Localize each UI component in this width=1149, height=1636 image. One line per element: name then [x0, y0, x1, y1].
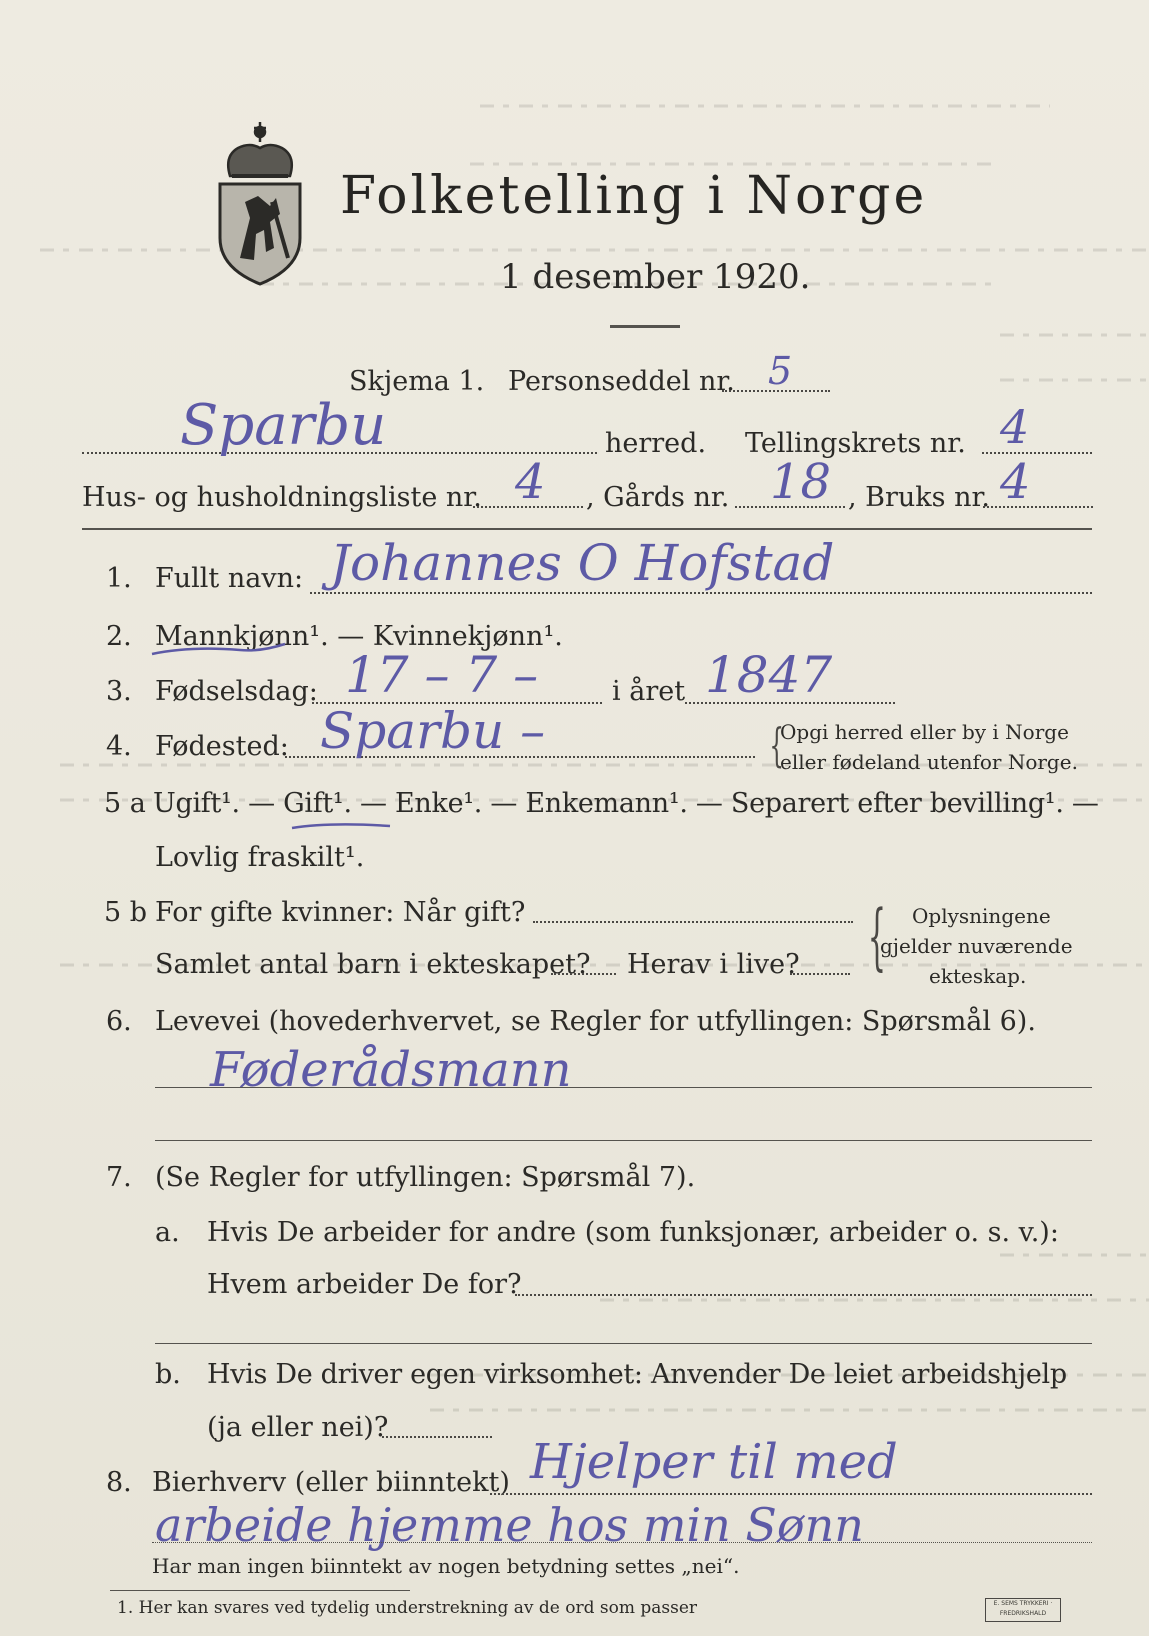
printer-stamp-text: E. SEMS TRYKKERI · FREDRIKSHALD — [993, 1600, 1053, 1617]
header-divider — [610, 325, 680, 328]
q8-line — [490, 1493, 1092, 1495]
form-title: Folketelling i Norge — [340, 166, 928, 226]
norwegian-coat-of-arms-icon — [210, 118, 310, 288]
schema-label: Skjema 1. — [349, 366, 485, 397]
q7a-number: a. — [155, 1217, 180, 1248]
bruks-value: 4 — [1000, 454, 1031, 510]
q5b-note-2: gjelder nuværende — [880, 934, 1073, 958]
q6-number: 6. — [106, 1006, 132, 1037]
q7-text: (Se Regler for utfyllingen: Spørsmål 7). — [155, 1162, 696, 1193]
q6-line-2 — [155, 1140, 1092, 1141]
footnote-divider — [110, 1590, 410, 1591]
q2-label: Mannkjønn¹. — Kvinnekjønn¹. — [155, 621, 563, 652]
q4-label: Fødested: — [155, 731, 289, 762]
personseddel-value: 5 — [768, 349, 793, 393]
q5a-text: Ugift¹. — Gift¹. — Enke¹. — Enkemann¹. — Separert efter bevilling¹. — — [153, 788, 1099, 819]
birthplace-brace: { — [769, 718, 784, 772]
herred-label: herred. — [605, 428, 707, 459]
full-name-value: Johannes O Hofstad — [330, 534, 835, 592]
q5a-text-2: Lovlig fraskilt¹. — [155, 842, 365, 873]
birth-year-value: 1847 — [705, 646, 833, 704]
q3-year-label: i året — [612, 676, 686, 707]
tellingskrets-label: Tellingskrets nr. — [745, 428, 966, 459]
q5b-note-1: Oplysningene — [912, 904, 1051, 928]
q7b-line — [382, 1436, 492, 1438]
printer-stamp — [985, 1598, 1061, 1622]
q5b-number: 5 b — [104, 897, 148, 928]
tellingskrets-value: 4 — [1000, 400, 1030, 454]
bruks-label: , Bruks nr. — [848, 482, 991, 513]
q6-text: Levevei (hovederhvervet, se Regler for utfyllingen: Spørsmål 6). — [155, 1006, 1036, 1037]
q4-note-1: Opgi herred eller by i Norge — [780, 720, 1069, 744]
q7a-text: Hvis De arbeider for andre (som funksjonær, arbeider o. s. v.): — [207, 1217, 1059, 1248]
q5b-text-3: Herav i live? — [627, 949, 800, 980]
q6-line-1 — [155, 1087, 1092, 1088]
marital-underline-mark — [290, 818, 400, 834]
q7b-text-2: (ja eller nei)? — [207, 1412, 389, 1443]
side-income-value: Hjelper til med — [530, 1434, 898, 1490]
gender-underline-mark — [150, 640, 300, 660]
q8-line-2 — [152, 1542, 1092, 1543]
q5a-number: 5 a — [104, 788, 146, 819]
hus-value: 4 — [515, 454, 546, 510]
q3-label: Fødselsdag: — [155, 676, 318, 707]
q5b-text: For gifte kvinner: Når gift? — [155, 897, 526, 928]
q7a-line-2 — [155, 1343, 1092, 1344]
personseddel-label: Personseddel nr. — [508, 366, 735, 397]
section-divider — [82, 528, 1092, 530]
q5b-children-line — [551, 973, 616, 975]
q7b-text: Hvis De driver egen virksomhet: Anvender De leiet arbeidshjelp — [207, 1359, 1067, 1390]
q7a-text-2: Hvem arbeider De for? — [207, 1269, 522, 1300]
q3-number: 3. — [106, 676, 132, 707]
q8-label: Bierhverv (eller biinntekt) — [152, 1467, 510, 1498]
q5b-text-2: Samlet antal barn i ekteskapet? — [155, 949, 591, 980]
q4-number: 4. — [106, 731, 132, 762]
q7-number: 7. — [106, 1162, 132, 1193]
q2-number: 2. — [106, 621, 132, 652]
birth-day-month-value: 17 – 7 – — [345, 646, 539, 704]
q7a-line — [515, 1294, 1092, 1296]
occupation-value: Føderådsmann — [210, 1042, 572, 1098]
q4-note-2: eller fødeland utenfor Norge. — [780, 750, 1078, 774]
q8-note: Har man ingen biinntekt av nogen betydning settes „nei“. — [152, 1554, 740, 1578]
census-date: 1 desember 1920. — [500, 257, 811, 297]
footnote: 1. Her kan svares ved tydelig understrekning av de ord som passer — [117, 1598, 698, 1618]
q7b-number: b. — [155, 1359, 181, 1390]
q1-label: Fullt navn: — [155, 563, 304, 594]
tellingskrets-line — [982, 452, 1092, 454]
q1-line — [310, 592, 1092, 594]
q1-number: 1. — [106, 563, 132, 594]
side-income-value-2: arbeide hjemme hos min Sønn — [155, 1498, 864, 1552]
q8-number: 8. — [106, 1467, 132, 1498]
q5b-note-3: ekteskap. — [929, 964, 1027, 988]
birthplace-value: Sparbu – — [320, 702, 546, 760]
q5b-brace: { — [867, 894, 887, 978]
hus-label: Hus- og husholdningsliste nr. — [82, 482, 482, 513]
gards-value: 18 — [770, 454, 832, 510]
herred-value: Sparbu — [180, 393, 387, 458]
q5b-alive-line — [790, 973, 850, 975]
gards-label: , Gårds nr. — [586, 482, 730, 513]
q5b-married-line — [533, 921, 853, 923]
